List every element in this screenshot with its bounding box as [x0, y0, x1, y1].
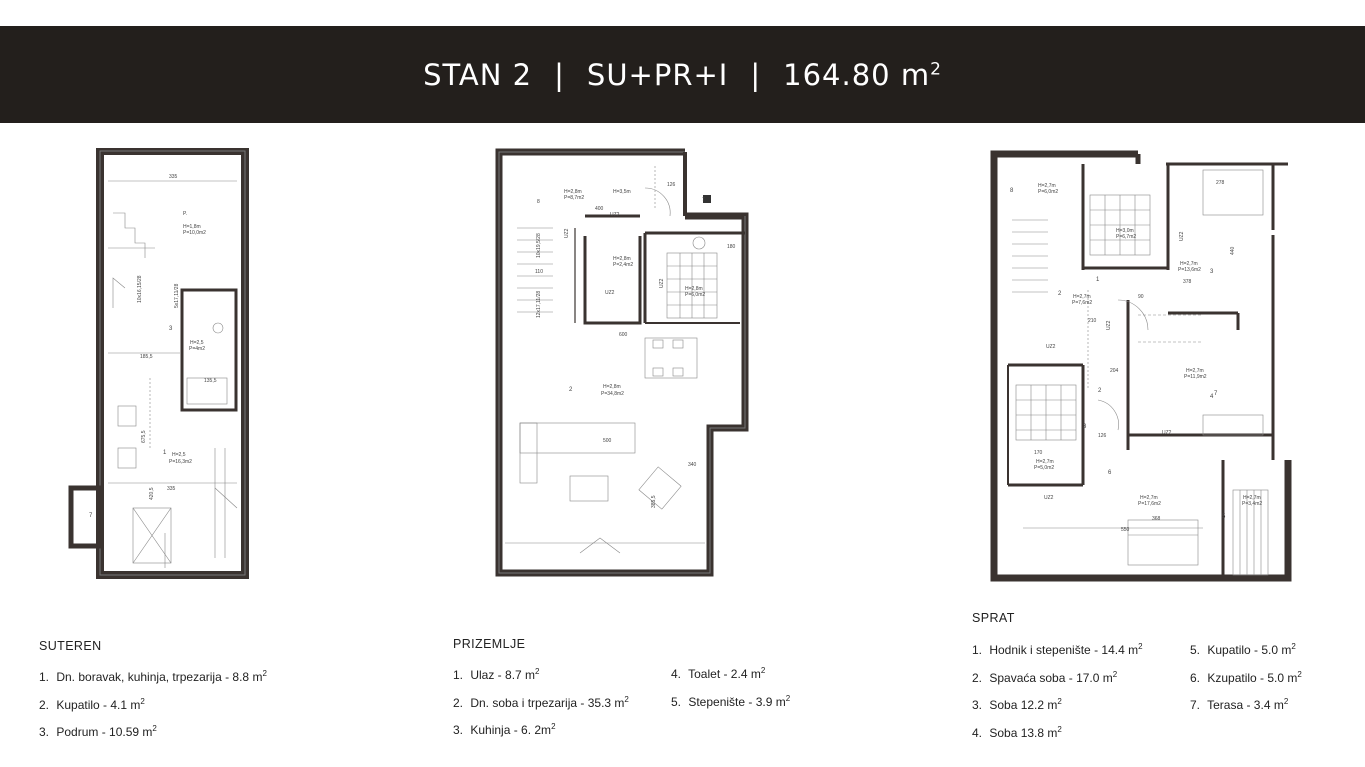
sprat-top-label: H=2,7m — [1038, 183, 1056, 189]
suteren-mark-1: 1 — [163, 450, 167, 456]
sprat-master-area: P=17,6m2 — [1138, 501, 1161, 507]
sprat-dim-278: 278 — [1216, 180, 1225, 186]
prizemlje-mark-8: 8 — [537, 199, 540, 205]
list-item: 6. Kzupatilo - 5.0 $m^2$ — [1190, 669, 1302, 685]
prizemlje-room-list-right — [671, 664, 790, 719]
sprat-mark-5: 5 — [1222, 514, 1226, 520]
sprat-master-label: H=2,7m — [1140, 495, 1158, 501]
sprat-dim-210: 210 — [1088, 318, 1097, 324]
sprat-mark-1: 1 — [1096, 277, 1100, 283]
prizemlje-uz-kitchen: UZ2 — [659, 278, 665, 288]
suteren-room-list — [39, 667, 267, 750]
sprat-room-a-label: H=2,7m — [1180, 261, 1198, 267]
prizemlje-uz-top: UZ2 — [610, 212, 620, 218]
header-stan: STAN 2 — [423, 57, 533, 92]
suteren-stair-label-1: 10x16,15/28 — [137, 275, 143, 303]
prizemlje-mark-7: 7 — [702, 197, 705, 203]
page-header — [0, 26, 1365, 123]
list-item: 3. Kuhinja - 6. $2m^2$ — [453, 722, 556, 737]
sprat-top-area: P=6,0m2 — [1038, 189, 1059, 195]
header-area-sup: 2 — [930, 58, 942, 79]
suteren-room3-label: H=1,8m — [183, 224, 201, 230]
sprat-mark-3: 3 — [1210, 269, 1214, 275]
sprat-terrace-area: P=3,4m2 — [1242, 501, 1263, 507]
sprat-uz-bot: UZ2 — [1044, 495, 1054, 501]
suteren-dim-top: 335 — [169, 174, 178, 180]
sprat-dim-204: 204 — [1110, 368, 1119, 374]
header-separator: | — [750, 57, 762, 92]
sprat-dim-368: 368 — [1152, 516, 1161, 522]
sprat-room-b-area: P=11,9m2 — [1184, 374, 1207, 380]
sprat-mark-3b: 3 — [1083, 424, 1087, 430]
suteren-room2-area: P=4m2 — [189, 346, 205, 352]
prizemlje-dim-500: 500 — [603, 438, 612, 444]
prizemlje-hall-label: H=3,5m — [613, 189, 631, 195]
suteren-mark-3: 3 — [169, 326, 173, 332]
list-item: 2. Kupatilo - 4.1 $m^2$ — [39, 696, 145, 712]
sprat-uz-left: UZ2 — [1046, 344, 1056, 350]
suteren-room2-label: H=2,5 — [190, 340, 204, 346]
sprat-hall-area: P=7,6m2 — [1072, 300, 1093, 306]
prizemlje-dim-180: 180 — [727, 244, 736, 250]
list-item: 3. Soba 12.2 $m^2$ — [972, 697, 1062, 712]
list-item: 2. Dn. soba i trpezarija - 35.3 $m^2$ — [453, 694, 629, 710]
prizemlje-living-area: P=34,8m2 — [601, 391, 624, 397]
sprat-dim-170: 170 — [1034, 450, 1043, 456]
prizemlje-living-label: H=2,8m — [603, 384, 621, 390]
header-levels: SU+PR+I — [586, 57, 729, 92]
sprat-mark-2b: 2 — [1098, 388, 1102, 394]
suteren-room3-area: P=10,0m2 — [183, 230, 206, 236]
list-item: 5. Stepenište - 3.9 $m^2$ — [671, 693, 791, 709]
sprat-mark-8: 8 — [1010, 188, 1014, 194]
prizemlje-dim-600: 600 — [619, 332, 628, 338]
sprat-dim-126: 126 — [1098, 433, 1107, 439]
sprat-dim-550: 550 — [1121, 527, 1130, 533]
sprat-dim-440: 440 — [1230, 246, 1236, 255]
list-item: 1. Ulaz - 8.7 $m^2$ — [453, 667, 540, 682]
sprat-terrace-label: H=2,7m — [1243, 495, 1261, 501]
prizemlje-dim-400: 400 — [595, 206, 604, 212]
suteren-room1-area: P=16,3m2 — [169, 459, 192, 465]
prizemlje-room-list-left — [453, 665, 629, 748]
sprat-room-b-label: H=2,7m — [1186, 368, 1204, 374]
prizemlje-dim-110: 110 — [535, 269, 543, 275]
sprat-room-c-label: H=2,7m — [1036, 459, 1054, 465]
sprat-bath-area: P=6,7m2 — [1116, 234, 1137, 240]
prizemlje-wc-area: P=2,4m2 — [613, 262, 634, 268]
list-item: 4. Soba 13.8 $m^2$ — [972, 724, 1062, 740]
suteren-floorplan — [65, 148, 255, 580]
list-item: 2. Spavaća soba - 17.0 $m^2$ — [972, 669, 1118, 685]
sprat-mark-7: 7 — [1214, 391, 1218, 397]
list-item: 1. Dn. boravak, kuhinja, trpezarija - 8.8 $m^2$ — [39, 669, 267, 684]
prizemlje-entry-label: H=2,8m — [564, 189, 582, 195]
prizemlje-floorplan — [495, 148, 755, 580]
prizemlje-mark-2: 2 — [569, 387, 573, 393]
suteren-dim-mid: 185,5 — [140, 354, 153, 360]
prizemlje-stair-label: 10x19,5/28 — [536, 233, 542, 258]
prizemlje-title: PRIZEMLJE — [453, 637, 526, 651]
list-item: 5. Kupatilo - 5.0 $m^2$ — [1190, 642, 1296, 657]
sprat-room-list-right — [1190, 640, 1302, 723]
sprat-title: SPRAT — [972, 611, 1015, 625]
sprat-uz-hall: UZ2 — [1106, 320, 1112, 330]
prizemlje-dim-385: 385,5 — [651, 495, 657, 508]
prizemlje-wc-label: H=2,8m — [613, 256, 631, 262]
sprat-room-list-left — [972, 640, 1143, 750]
sprat-dim-90: 90 — [1138, 294, 1144, 300]
sprat-floorplan — [988, 150, 1293, 582]
sprat-mark-2: 2 — [1058, 291, 1062, 297]
suteren-dim-bot: 335 — [167, 486, 176, 492]
suteren-dim-side: 675,5 — [141, 430, 147, 443]
header-separator: | — [554, 57, 565, 92]
sprat-uz-mid: UZ2 — [1162, 430, 1172, 436]
prizemlje-dim-340: 340 — [688, 462, 697, 468]
list-item: 3. Podrum - 10.59 $m^2$ — [39, 724, 157, 739]
sprat-bath-label: H=3,0m — [1116, 228, 1134, 234]
list-item: 1. Hodnik i stepenište - 14.4 $m^2$ — [972, 642, 1143, 657]
list-item: 7. Terasa - 3.4 $m^2$ — [1190, 697, 1289, 712]
prizemlje-uz-stair: UZ2 — [564, 228, 570, 238]
sprat-mark-6: 6 — [1108, 470, 1112, 476]
prizemlje-kitchen-label: H=2,8m — [685, 286, 703, 292]
prizemlje-dim-126: 126 — [667, 182, 676, 188]
prizemlje-kitchen-area: P=6,0m2 — [685, 292, 706, 298]
suteren-title: SUTEREN — [39, 639, 102, 653]
header-area: 164.80 $m^2$ — [783, 57, 942, 92]
suteren-mark-p: P. — [183, 211, 188, 217]
sprat-uz-a: UZ2 — [1179, 231, 1185, 241]
sprat-mark-4: 4 — [1210, 394, 1214, 400]
prizemlje-stair-label-2: 12x17,11/28 — [536, 290, 542, 318]
suteren-dim-low: 420,5 — [149, 487, 155, 500]
suteren-mark-7: 7 — [89, 513, 93, 519]
top-margin — [0, 0, 1365, 26]
suteren-stair-label-2: 5x17,11/28 — [174, 283, 180, 308]
prizemlje-uz-wc: UZ2 — [605, 290, 615, 296]
sprat-room-a-area: P=13,6m2 — [1178, 267, 1201, 273]
sprat-room-c-area: P=5,0m2 — [1034, 465, 1055, 471]
suteren-dim-bath: 135,5 — [204, 378, 217, 384]
prizemlje-entry-area: P=8,7m2 — [564, 195, 585, 201]
list-item: 4. Toalet - 2.4 $m^2$ — [671, 666, 766, 681]
suteren-room1-label: H=2,5 — [172, 452, 186, 458]
sprat-dim-378: 378 — [1183, 279, 1192, 285]
sprat-hall-label: H=2,7m — [1073, 294, 1091, 300]
